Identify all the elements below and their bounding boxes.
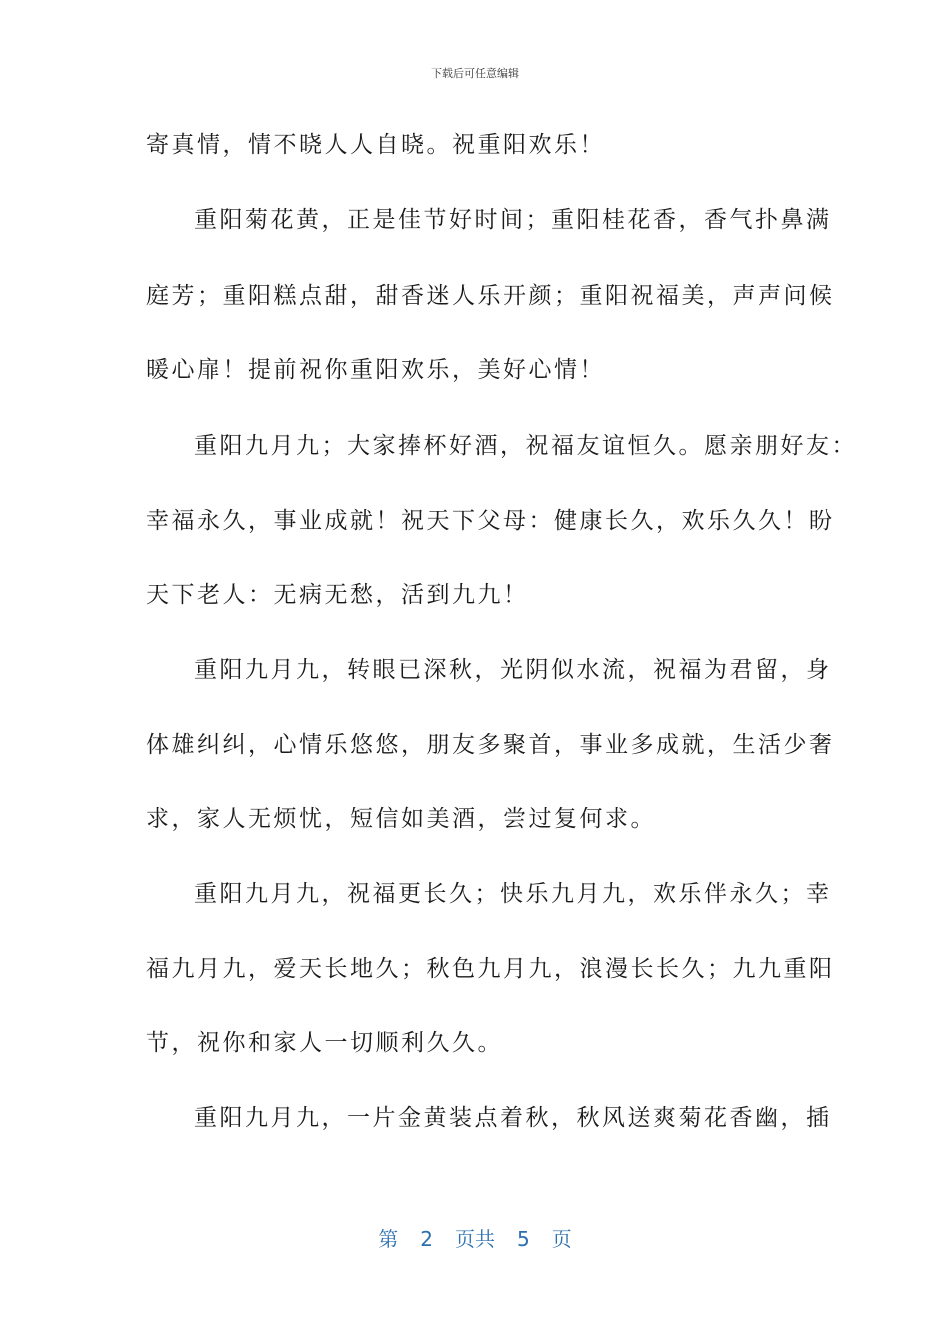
text-line: 寄真情，情不晓人人自晓。祝重阳欢乐！ [146, 132, 605, 158]
text-line: 体雄纠纠，心情乐悠悠，朋友多聚首，事业多成就，生活少奢 [146, 732, 835, 758]
text-line: 庭芳；重阳糕点甜，甜香迷人乐开颜；重阳祝福美，声声问候 [146, 283, 835, 309]
footer-middle: 页共 [455, 1227, 495, 1251]
text-line: 求，家人无烦忧，短信如美酒，尝过复何求。 [146, 806, 656, 832]
text-line: 福九月九，爱天长地久；秋色九月九，浪漫长长久；九九重阳 [146, 956, 835, 982]
paragraph-first-line: 重阳九月九，祝福更长久；快乐九月九，欢乐伴永久；幸 [194, 881, 832, 907]
text-line: 暖心扉！提前祝你重阳欢乐，美好心情！ [146, 357, 605, 383]
total-pages-number: 5 [517, 1227, 530, 1251]
text-line: 幸福永久，事业成就！祝天下父母：健康长久，欢乐久久！盼 [146, 508, 835, 534]
text-line: 节，祝你和家人一切顺利久久。 [146, 1030, 503, 1056]
paragraph-first-line: 重阳菊花黄，正是佳节好时间；重阳桂花香，香气扑鼻满 [194, 207, 832, 233]
paragraph-first-line: 重阳九月九；大家捧杯好酒，祝福友谊恒久。愿亲朋好友： [194, 433, 857, 459]
footer-prefix: 第 [378, 1227, 399, 1251]
text-line: 天下老人：无病无愁，活到九九！ [146, 582, 529, 608]
paragraph-first-line: 重阳九月九，转眼已深秋，光阴似水流，祝福为君留，身 [194, 657, 832, 683]
page-footer [0, 1226, 950, 1252]
footer-suffix: 页 [551, 1227, 572, 1251]
page-header: 下载后可任意编辑 [431, 67, 519, 80]
paragraph-first-line: 重阳九月九，一片金黄装点着秋，秋风送爽菊花香幽，插 [194, 1105, 832, 1131]
current-page-number: 2 [420, 1227, 433, 1251]
